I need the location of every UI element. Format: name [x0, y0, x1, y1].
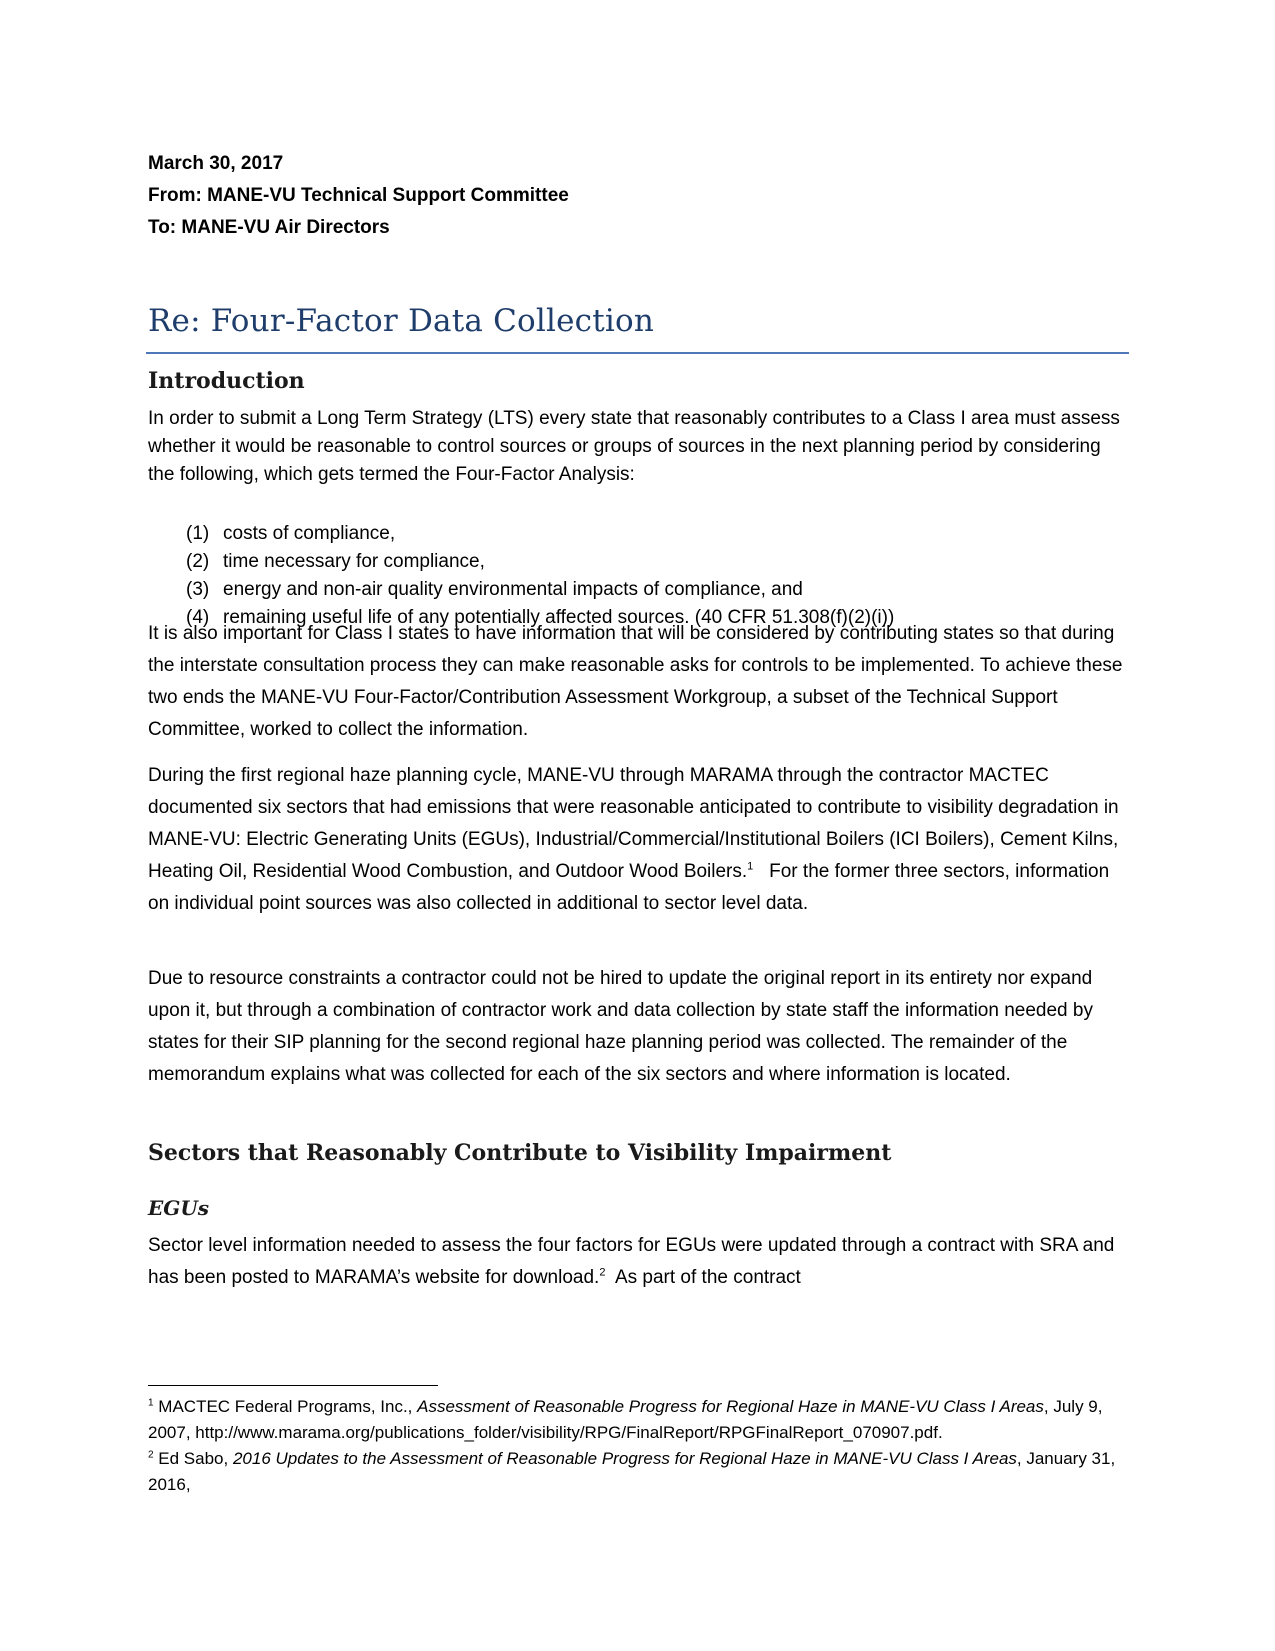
memo-to: To: MANE-VU Air Directors — [148, 217, 390, 238]
footnote — [148, 1446, 1138, 1498]
paragraph-egus-tail: As part of the contract — [605, 1267, 801, 1288]
footnote — [148, 1394, 1138, 1446]
list-item-text: time necessary for compliance, — [223, 551, 485, 572]
list-item — [186, 520, 894, 548]
footnote-number: 1 — [148, 1397, 154, 1409]
footnote-author: Ed Sabo, — [153, 1449, 233, 1468]
footnote-ref-1: 1 — [747, 860, 754, 873]
introduction-lead: In order to submit a Long Term Strategy (LTS) every state that reasonably contributes to a Class I area must assess whether it would be reasonable to control sources or groups of sources in the next planning period by considering the following, which gets termed the Four-Factor Analysis: — [148, 408, 1120, 485]
title-divider — [146, 352, 1129, 354]
memo-date: March 30, 2017 — [148, 153, 284, 174]
paragraph-egus — [148, 1230, 1130, 1294]
sectors-heading: Sectors that Reasonably Contribute to Visibility Impairment — [148, 1140, 892, 1166]
paragraph-first-cycle — [148, 760, 1130, 920]
list-item — [186, 548, 894, 576]
paragraph-egus-text: Sector level information needed to assess the four factors for EGUs were updated through a contract with SRA and has been posted to MARAMA’s website for download. — [148, 1235, 1115, 1288]
footnote-divider — [148, 1385, 438, 1386]
memo-from: From: MANE-VU Technical Support Committee — [148, 185, 569, 206]
footnote-title: Assessment of Reasonable Progress for Regional Haze in MANE-VU Class I Areas — [417, 1397, 1044, 1416]
list-item — [186, 576, 894, 604]
list-item-number: (4) — [186, 607, 210, 628]
paragraph-resource-constraints: Due to resource constraints a contractor could not be hired to update the original report in its entirety nor expand upon it, but through a combination of contractor work and data collection by state staff the information needed by states for their SIP planning for the second regional haze planning period was collected. The remainder of the memorandum explains what was collected for each of the six sectors and where information is located. — [148, 968, 1093, 1085]
paragraph-class-i-states: It is also important for Class I states to have information that will be considered by contributing states so that during the interstate consultation process they can make reasonable asks for controls to be implemented. To achieve these two ends the MANE-VU Four-Factor/Contribution Assessment Workgroup, a subset of the Technical Support Committee, worked to collect the information. — [148, 623, 1123, 740]
list-item-number: (3) — [186, 579, 210, 600]
footnote-ref-2: 2 — [599, 1266, 606, 1279]
introduction-heading: Introduction — [148, 368, 305, 394]
footnote-details: , January 31, 2016, — [148, 1449, 1116, 1494]
footnotes — [148, 1394, 1138, 1498]
list-item-number: (2) — [186, 551, 210, 572]
four-factor-list — [186, 520, 894, 632]
list-item-text: energy and non-air quality environmental impacts of compliance, and — [223, 579, 803, 600]
paragraph-first-cycle-text: During the first regional haze planning cycle, MANE-VU through MARAMA through the contractor MACTEC documented six sectors that had emissions that were reasonable anticipated to contribute to visibility degradation in MANE-VU: Electric Generating Units (EGUs), Industrial/Commercial/Institutional Boilers (ICI Boilers), Cement Kilns, Heating Oil, Residential Wood Combustion, and Outdoor Wood Boilers. — [148, 765, 1119, 882]
egus-heading: EGUs — [148, 1196, 210, 1220]
footnote-title: 2016 Updates to the Assessment of Reasonable Progress for Regional Haze in MANE-VU Class I Areas — [232, 1449, 1017, 1468]
footnote-details: , July 9, 2007, http://www.marama.org/publications_folder/visibility/RPG/FinalReport/RPGFinalReport_070907.pdf. — [148, 1397, 1103, 1442]
paragraph-first-cycle-tail: For the former three sectors, information on individual point sources was also collected in additional to sector level data. — [148, 861, 1115, 914]
footnote-number: 2 — [148, 1449, 154, 1461]
list-item-text: remaining useful life of any potentially affected sources. (40 CFR 51.308(f)(2)(i)) — [223, 607, 895, 628]
list-item-number: (1) — [186, 523, 210, 544]
footnote-author: MACTEC Federal Programs, Inc., — [153, 1397, 418, 1416]
list-item-text: costs of compliance, — [223, 523, 396, 544]
memo-header — [148, 148, 569, 244]
memo-title: Re: Four-Factor Data Collection — [148, 303, 655, 339]
